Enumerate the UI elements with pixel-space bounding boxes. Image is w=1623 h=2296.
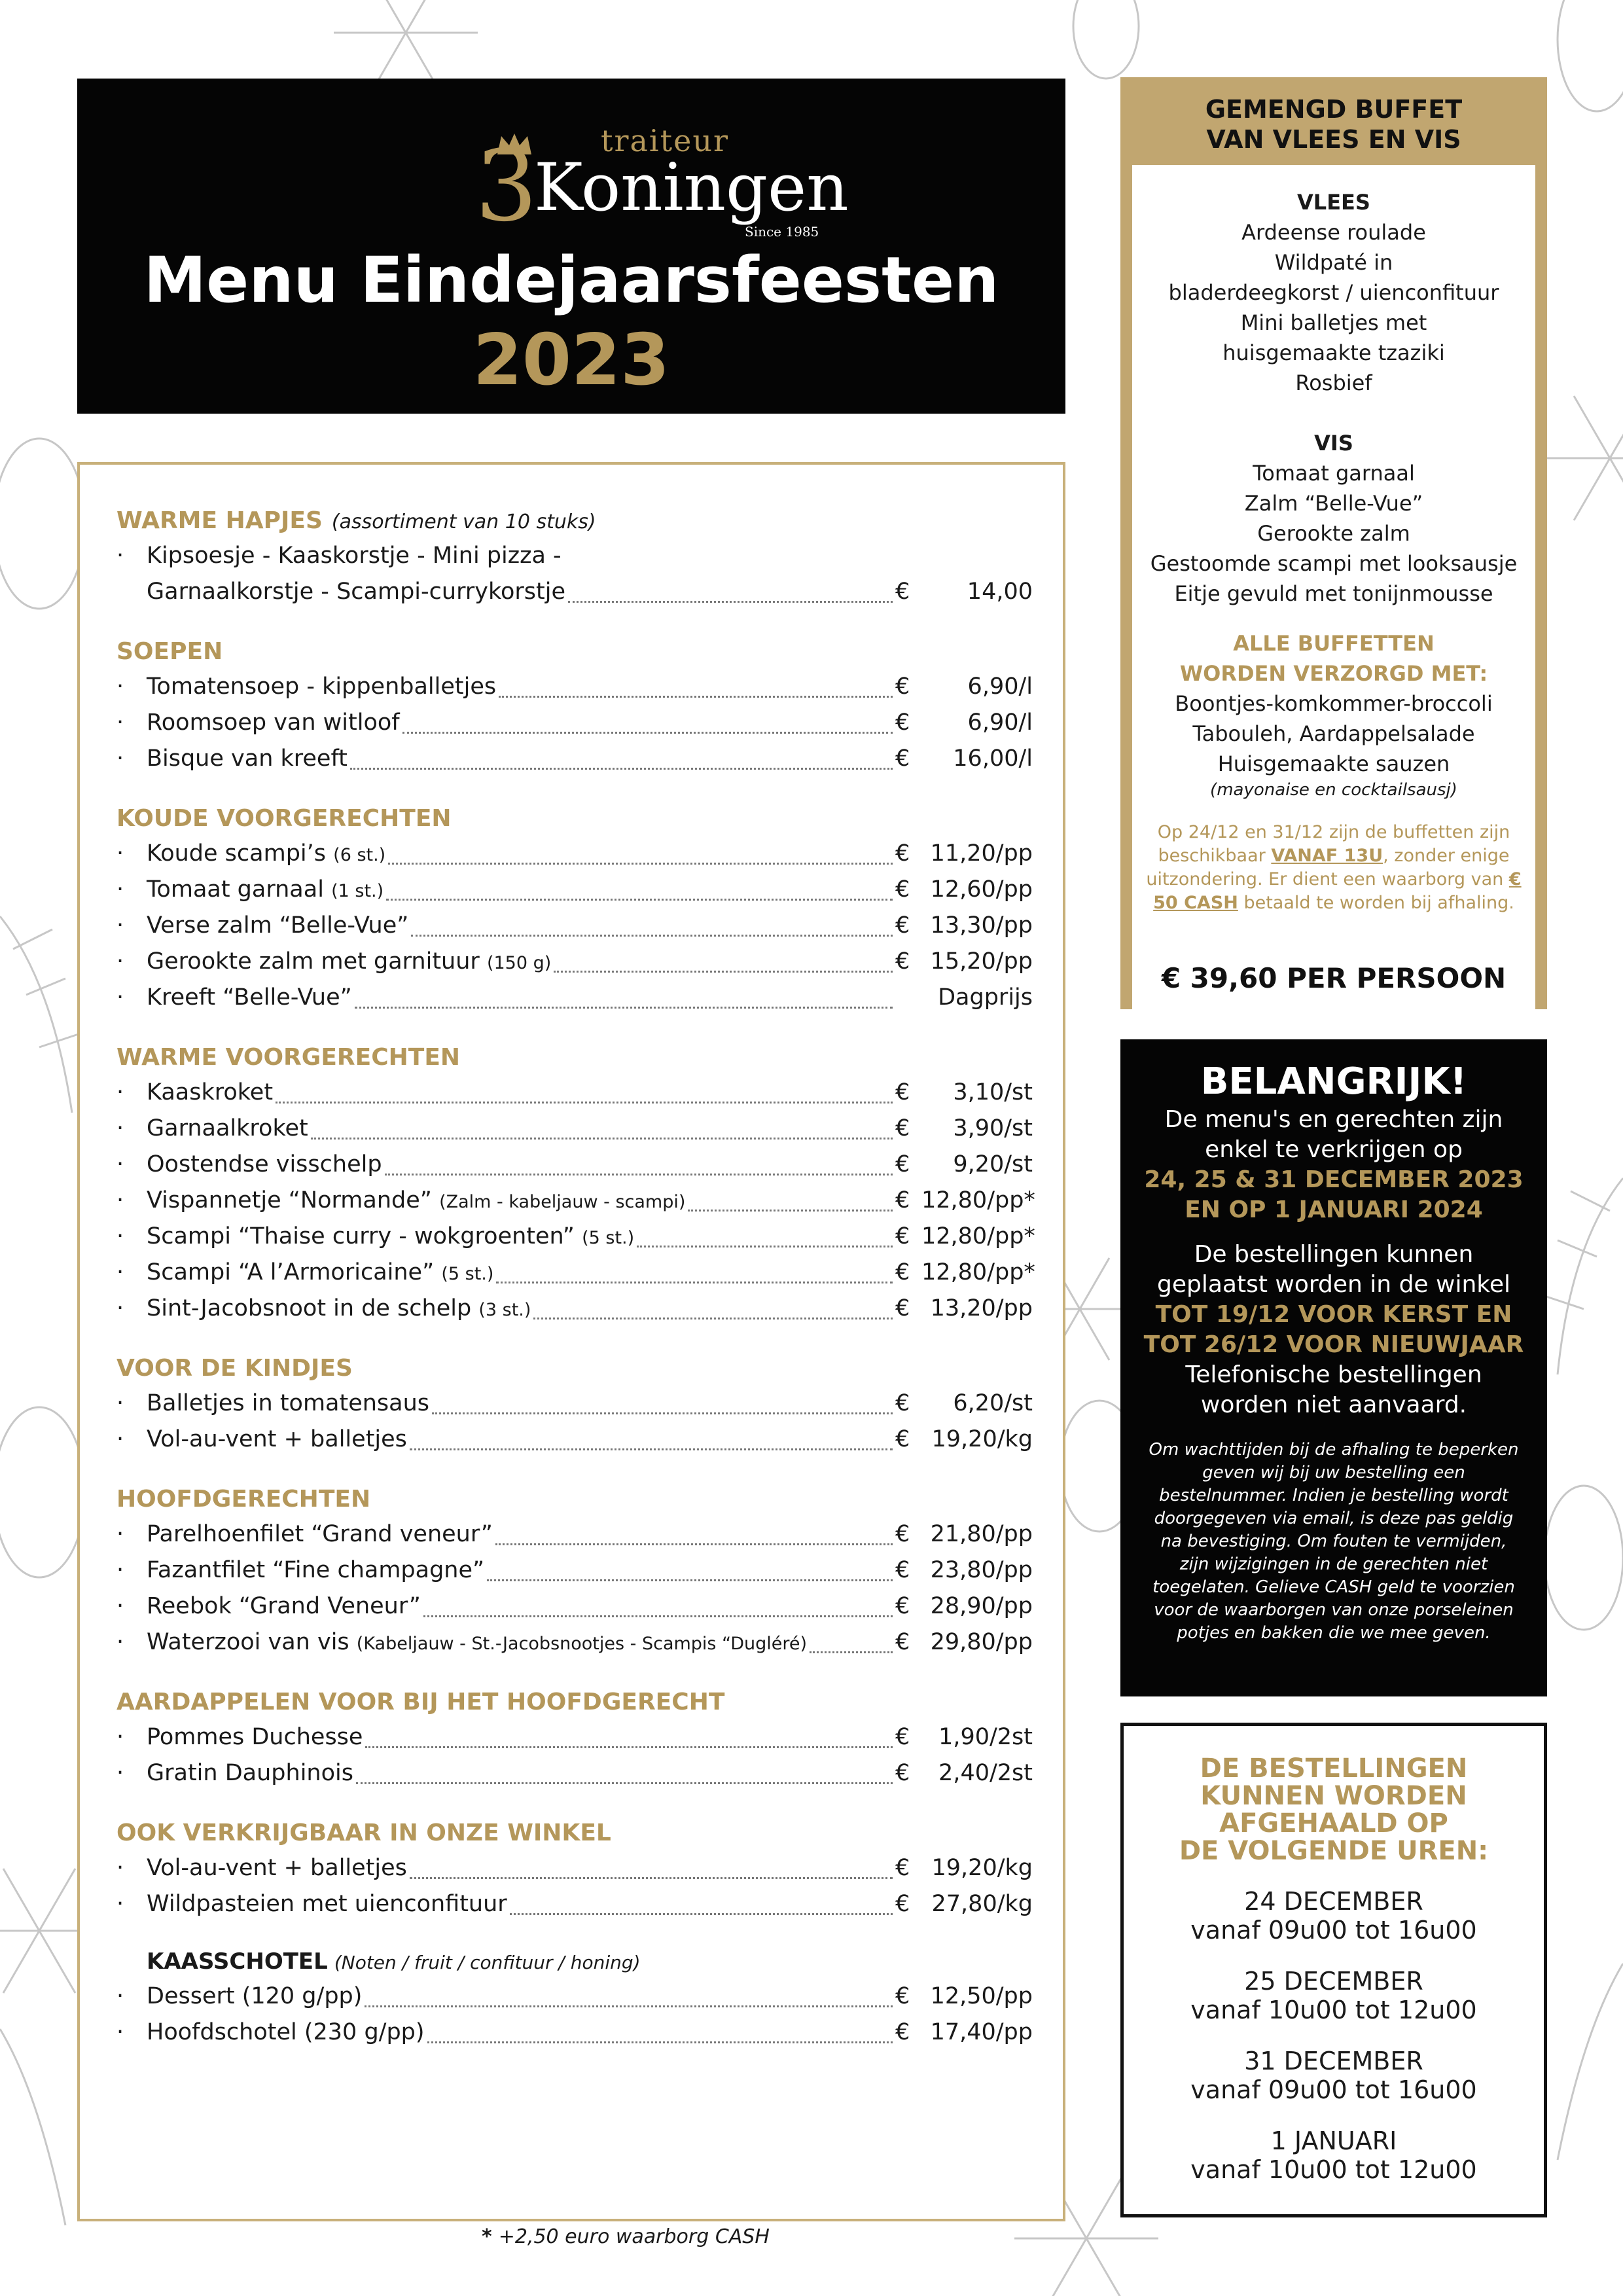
section-title-warme-hapjes: WARME HAPJES (assortiment van 10 stuks) xyxy=(116,507,596,534)
item-name: Gerookte zalm met garnituur (150 g) xyxy=(147,948,552,975)
item-currency: € xyxy=(895,1983,910,2009)
buffet-price: € 39,60 PER PERSOON xyxy=(1161,962,1507,994)
menu-card xyxy=(77,462,1065,2221)
item-currency: € xyxy=(895,1259,910,1285)
item-name: Verse zalm “Belle-Vue” xyxy=(147,912,409,939)
buffet-item: Gestoomde scampi met looksausje xyxy=(1150,551,1518,576)
item-price: 17,40/pp xyxy=(930,2019,1033,2045)
item-name: Oostendse visschelp xyxy=(147,1151,382,1177)
section-title-warme-voorgerechten: WARME VOORGERECHTEN xyxy=(116,1044,461,1071)
buffet-side: Boontjes-komkommer-broccoli xyxy=(1175,691,1493,716)
pickup-day: 24 DECEMBER xyxy=(1244,1887,1423,1916)
buffet-item: huisgemaakte tzaziki xyxy=(1222,340,1445,365)
important-text: enkel te verkrijgen op xyxy=(1205,1136,1463,1163)
menu-item: · Kipsoesje - Kaaskorstje - Mini pizza - xyxy=(116,538,1033,574)
item-name: Sint-Jacobsnoot in de schelp (3 st.) xyxy=(147,1295,531,1321)
pickup-day: 31 DECEMBER xyxy=(1244,2047,1423,2075)
item-price: 12,80/pp* xyxy=(921,1187,1035,1213)
menu-item: · Waterzooi van vis (Kabeljauw - St.-Jacobsnootjes - Scampis “Dugléré) € 29,80/pp xyxy=(116,1624,1033,1660)
important-text: Telefonische bestellingen xyxy=(1185,1361,1482,1388)
item-name: Scampi “Thaise curry - wokgroenten” (5 st.) xyxy=(147,1223,635,1249)
item-name: Scampi “A l’Armoricaine” (5 st.) xyxy=(147,1259,494,1285)
important-dates: EN OP 1 JANUARI 2024 xyxy=(1185,1196,1483,1223)
item-price: 1,90/2st xyxy=(938,1724,1033,1750)
menu-item: · Vispannetje “Normande” (Zalm - kabeljauw - scampi) € 12,80/pp* xyxy=(116,1183,1033,1219)
menu-item: · Kreeft “Belle-Vue” Dagprijs xyxy=(116,980,1033,1016)
menu-item: · Dessert (120 g/pp) € 12,50/pp xyxy=(116,1979,1033,2015)
buffet-title: GEMENGD BUFFET VAN VLEES EN VIS xyxy=(1205,95,1463,154)
buffet-item: Eitje gevuld met tonijnmousse xyxy=(1174,581,1493,606)
logo-since: Since 1985 xyxy=(745,224,819,240)
item-currency: € xyxy=(895,1426,910,1452)
item-price: 3,90/st xyxy=(953,1115,1033,1141)
pickup-day: 25 DECEMBER xyxy=(1244,1967,1423,1996)
item-name: Reebok “Grand Veneur” xyxy=(147,1593,421,1619)
item-currency: € xyxy=(895,2019,910,2045)
important-text: De menu's en gerechten zijn xyxy=(1164,1106,1503,1133)
item-currency: € xyxy=(895,912,910,939)
buffet-note: Op 24/12 en 31/12 zijn de buffetten zijn beschikbaar VANAF 13U, zonder enige uitzondering. Er dient een waarborg van € 50 CASH betaald te worden bij afhaling. xyxy=(1146,822,1522,913)
pickup-time: vanaf 09u00 tot 16u00 xyxy=(1190,2075,1477,2104)
buffet-item: bladerdeegkorst / uienconfituur xyxy=(1168,280,1499,305)
buffet-item: Rosbief xyxy=(1295,370,1372,395)
item-price: 3,10/st xyxy=(953,1079,1033,1105)
menu-item: · Garnaalkroket € 3,90/st xyxy=(116,1111,1033,1147)
item-currency: € xyxy=(895,1223,910,1249)
item-price: 16,00/l xyxy=(953,745,1033,772)
page-year: 2023 xyxy=(473,319,670,401)
item-price: 12,50/pp xyxy=(930,1983,1033,2009)
item-currency: € xyxy=(895,673,910,700)
item-name: Parelhoenfilet “Grand veneur” xyxy=(147,1521,493,1547)
item-price: 23,80/pp xyxy=(930,1557,1033,1583)
snowflake-icon xyxy=(1538,396,1623,520)
item-currency: € xyxy=(895,1295,910,1321)
pickup-day: 1 JANUARI xyxy=(1270,2126,1397,2155)
item-name: Gratin Dauphinois xyxy=(147,1760,353,1786)
important-deadline: TOT 26/12 VOOR NIEUWJAAR xyxy=(1143,1331,1524,1358)
item-price: 29,80/pp xyxy=(930,1629,1033,1655)
important-notice xyxy=(1120,1039,1547,1696)
important-text: De bestellingen kunnen xyxy=(1194,1241,1474,1268)
item-currency: € xyxy=(895,840,910,867)
menu-item: · Vol-au-vent + balletjes € 19,20/kg xyxy=(116,1850,1033,1886)
buffet-item: Zalm “Belle-Vue” xyxy=(1244,491,1423,516)
section-note: (Noten / fruit / confituur / honing) xyxy=(334,1952,641,1973)
menu-item: · Sint-Jacobsnoot in de schelp (3 st.) € 13,20/pp xyxy=(116,1291,1033,1327)
buffet-item: Gerookte zalm xyxy=(1257,521,1410,546)
item-name: Pommes Duchesse xyxy=(147,1724,363,1750)
item-currency: € xyxy=(895,1521,910,1547)
item-name: Tomaat garnaal (1 st.) xyxy=(147,876,384,903)
buffet-side: Tabouleh, Aardappelsalade xyxy=(1192,721,1475,746)
menu-item: · Koude scampi’s (6 st.) € 11,20/pp xyxy=(116,836,1033,872)
footnote: * +2,50 euro waarborg CASH xyxy=(482,2225,770,2248)
item-price: 6,90/l xyxy=(967,709,1033,736)
item-name: Vol-au-vent + balletjes xyxy=(147,1426,407,1452)
item-name: Fazantfilet “Fine champagne” xyxy=(147,1557,485,1583)
section-title-hoofdgerechten: HOOFDGERECHTEN xyxy=(116,1486,371,1513)
menu-item: · Roomsoep van witloof € 6,90/l xyxy=(116,705,1033,741)
item-price: 12,60/pp xyxy=(930,876,1033,903)
item-name: Kipsoesje - Kaaskorstje - Mini pizza - xyxy=(147,543,562,569)
menu-item: · Kaaskroket € 3,10/st xyxy=(116,1075,1033,1111)
important-deadline: TOT 19/12 VOOR KERST EN xyxy=(1155,1301,1512,1328)
item-currency: € xyxy=(895,1187,910,1213)
item-price: 6,90/l xyxy=(967,673,1033,700)
buffet-body xyxy=(1132,165,1535,1035)
item-price: 19,20/kg xyxy=(931,1426,1033,1452)
item-currency: € xyxy=(895,1629,910,1655)
item-price: 14,00 xyxy=(967,579,1033,605)
section-title-koude-voorgerechten: KOUDE VOORGERECHTEN xyxy=(116,805,452,832)
menu-item: · Tomaat garnaal (1 st.) € 12,60/pp xyxy=(116,872,1033,908)
menu-item: · Hoofdschotel (230 g/pp) € 17,40/pp xyxy=(116,2015,1033,2051)
menu-item: · Bisque van kreeft € 16,00/l xyxy=(116,741,1033,777)
section-title-winkel: OOK VERKRIJGBAAR IN ONZE WINKEL xyxy=(116,1820,611,1846)
item-name: Koude scampi’s (6 st.) xyxy=(147,840,386,867)
item-name: Vol-au-vent + balletjes xyxy=(147,1855,407,1881)
page-title: Menu Eindejaarsfeesten xyxy=(143,243,999,317)
buffet-item: Wildpaté in xyxy=(1274,250,1393,275)
logo-name: Koningen xyxy=(534,149,849,226)
important-title: BELANGRIJK! xyxy=(1200,1060,1467,1103)
pickup-time: vanaf 10u00 tot 12u00 xyxy=(1190,1996,1477,2024)
buffet-side: Huisgemaakte sauzen xyxy=(1217,751,1450,776)
menu-item xyxy=(116,574,1033,610)
item-name: Vispannetje “Normande” (Zalm - kabeljauw - scampi) xyxy=(147,1187,686,1213)
item-name: Wildpasteien met uienconfituur xyxy=(147,1891,507,1917)
menu-item: · Gerookte zalm met garnituur (150 g) € 15,20/pp xyxy=(116,944,1033,980)
important-dates: 24, 25 & 31 DECEMBER 2023 xyxy=(1144,1166,1524,1193)
item-currency: € xyxy=(895,1760,910,1786)
item-price: 19,20/kg xyxy=(931,1855,1033,1881)
item-name: Hoofdschotel (230 g/pp) xyxy=(147,2019,425,2045)
menu-item: · Verse zalm “Belle-Vue” € 13,30/pp xyxy=(116,908,1033,944)
item-price: 12,80/pp* xyxy=(921,1223,1035,1249)
buffet-sides-heading: ALLE BUFFETTEN WORDEN VERZORGD MET: xyxy=(1179,631,1488,686)
menu-item: · Oostendse visschelp € 9,20/st xyxy=(116,1147,1033,1183)
item-currency: € xyxy=(895,579,910,605)
section-note: (assortiment van 10 stuks) xyxy=(331,511,596,533)
menu-item: · Fazantfilet “Fine champagne” € 23,80/pp xyxy=(116,1552,1033,1588)
menu-item: · Scampi “Thaise curry - wokgroenten” (5 st.) € 12,80/pp* xyxy=(116,1219,1033,1255)
section-title-aardappelen: AARDAPPELEN VOOR BIJ HET HOOFDGERECHT xyxy=(116,1689,725,1715)
item-currency: € xyxy=(895,709,910,736)
item-price: 27,80/kg xyxy=(931,1891,1033,1917)
menu-item: · Wildpasteien met uienconfituur € 27,80/kg xyxy=(116,1886,1033,1922)
item-currency: € xyxy=(895,745,910,772)
menu-item: · Reebok “Grand Veneur” € 28,90/pp xyxy=(116,1588,1033,1624)
item-price: 13,30/pp xyxy=(930,912,1033,939)
item-name: Kaaskroket xyxy=(147,1079,274,1105)
menu-item: · Parelhoenfilet “Grand veneur” € 21,80/pp xyxy=(116,1516,1033,1552)
item-currency: € xyxy=(895,876,910,903)
important-text: geplaatst worden in de winkel xyxy=(1157,1271,1510,1298)
section-title-kaasschotel: KAASSCHOTEL (Noten / fruit / confituur / honing) xyxy=(147,1948,641,1975)
item-price: 12,80/pp* xyxy=(921,1259,1035,1285)
item-currency: € xyxy=(895,1593,910,1619)
important-fineprint: Om wachttijden bij de afhaling te beperken geven wij bij uw bestelling een bestelnummer. Indien je bestelling wordt doorgegeven via email, is deze pas geldig na bevestiging. Om fouten te vermijden, zijn wijzigingen in de gerechten niet toegelaten. Gelieve CASH geld te voorzien voor de waarborgen van onze porseleinen potjes en bakken die we mee geven. xyxy=(1149,1440,1519,1643)
item-name: Garnaalkorstje - Scampi-currykorstje xyxy=(147,579,565,605)
item-currency: € xyxy=(895,1079,910,1105)
section-title-soepen: SOEPEN xyxy=(116,638,223,665)
pickup-hours xyxy=(1120,1723,1547,2217)
pickup-hours-title: DE BESTELLINGEN KUNNEN WORDEN AFGEHAALD OP DE VOLGENDE UREN: xyxy=(1179,1753,1489,1866)
item-price: 9,20/st xyxy=(953,1151,1033,1177)
item-currency: € xyxy=(895,1724,910,1750)
item-currency: € xyxy=(895,1557,910,1583)
item-currency: € xyxy=(895,948,910,975)
item-price: 15,20/pp xyxy=(930,948,1033,975)
item-price: 6,20/st xyxy=(953,1390,1033,1416)
logo-traiteur: traiteur xyxy=(601,123,729,158)
item-price: 11,20/pp xyxy=(930,840,1033,867)
item-name: Kreeft “Belle-Vue” xyxy=(147,984,352,1011)
section-title-kindjes: VOOR DE KINDJES xyxy=(116,1355,353,1382)
item-name: Bisque van kreeft xyxy=(147,745,348,772)
header-banner xyxy=(77,79,1065,414)
item-currency: € xyxy=(895,1390,910,1416)
menu-item: · Pommes Duchesse € 1,90/2st xyxy=(116,1719,1033,1755)
item-name: Garnaalkroket xyxy=(147,1115,308,1141)
important-text: worden niet aanvaard. xyxy=(1200,1391,1467,1418)
item-name: Waterzooi van vis (Kabeljauw - St.-Jacobsnootjes - Scampis “Dugléré) xyxy=(147,1629,808,1655)
item-currency: € xyxy=(895,1855,910,1881)
menu-item: · Balletjes in tomatensaus € 6,20/st xyxy=(116,1386,1033,1422)
pickup-time: vanaf 10u00 tot 12u00 xyxy=(1190,2155,1477,2184)
buffet-item: Mini balletjes met xyxy=(1240,310,1427,335)
logo xyxy=(418,111,849,243)
menu-item: · Tomatensoep - kippenballetjes € 6,90/l xyxy=(116,669,1033,705)
item-name: Tomatensoep - kippenballetjes xyxy=(147,673,497,700)
buffet-item: Tomaat garnaal xyxy=(1253,461,1415,486)
buffet-card xyxy=(1120,77,1547,1009)
logo-numeral: 3 xyxy=(475,130,538,243)
item-price: 28,90/pp xyxy=(930,1593,1033,1619)
item-name: Dessert (120 g/pp) xyxy=(147,1983,363,2009)
item-price: Dagprijs xyxy=(938,984,1033,1011)
menu-item: · Gratin Dauphinois € 2,40/2st xyxy=(116,1755,1033,1791)
menu-item: · Scampi “A l’Armoricaine” (5 st.) € 12,80/pp* xyxy=(116,1255,1033,1291)
item-currency: € xyxy=(895,1891,910,1917)
item-price: 2,40/2st xyxy=(938,1760,1033,1786)
item-name: Balletjes in tomatensaus xyxy=(147,1390,430,1416)
buffet-item: Ardeense roulade xyxy=(1241,220,1426,245)
pickup-time: vanaf 09u00 tot 16u00 xyxy=(1190,1916,1477,1945)
item-currency: € xyxy=(895,1115,910,1141)
menu-item: · Vol-au-vent + balletjes € 19,20/kg xyxy=(116,1422,1033,1458)
item-price: 13,20/pp xyxy=(930,1295,1033,1321)
buffet-vis-heading: VIS xyxy=(1314,431,1353,456)
item-price: 21,80/pp xyxy=(930,1521,1033,1547)
item-currency: € xyxy=(895,1151,910,1177)
buffet-sauces: (mayonaise en cocktailsausj) xyxy=(1210,780,1457,800)
item-name: Roomsoep van witloof xyxy=(147,709,400,736)
buffet-vlees-heading: VLEES xyxy=(1297,190,1370,215)
menu-list xyxy=(116,504,1033,2051)
